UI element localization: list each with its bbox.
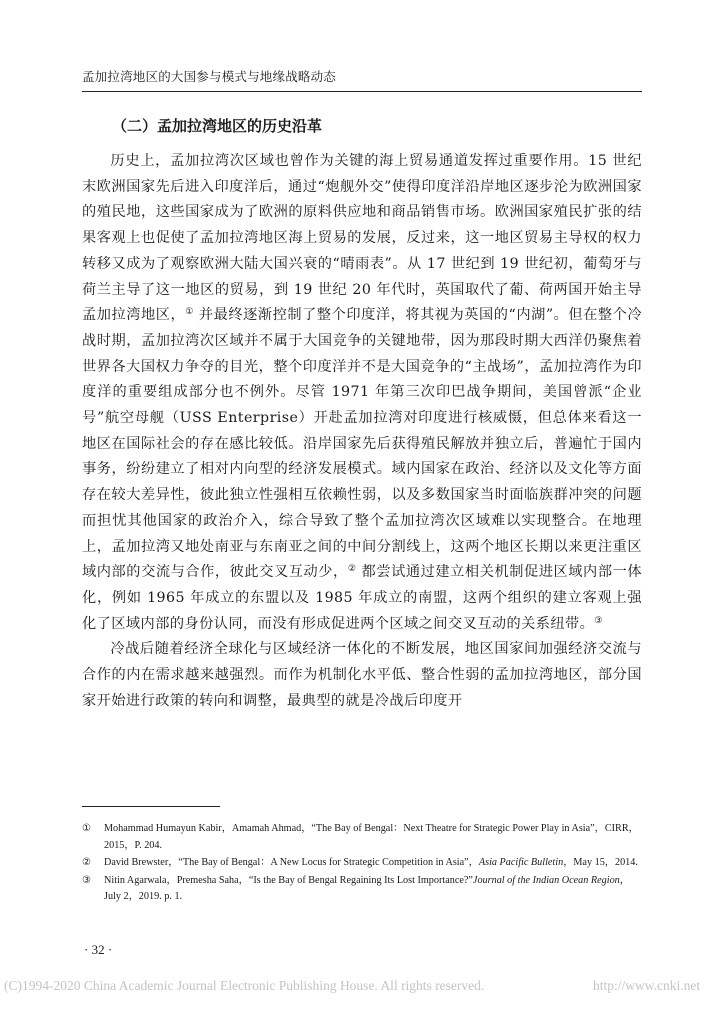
footnote-divider (82, 806, 220, 807)
footnote-text: David Brewster，“The Bay of Bengal：A New Locus for Strategic Competition in Asia”， (104, 857, 479, 868)
footnote-body (104, 855, 642, 872)
footnote-text: Mohammad Humayun Kabir，Amamah Ahmad，“The Bay of Bengal：Next Theatre for Strategic Power Play in Asia”，CIRR，2015，P. 204. (104, 823, 639, 851)
paragraph-text: 并最终逐渐控制了整个印度洋，将其视为英国的“内湖”。但在整个冷战时期，孟加拉湾次区域并不属于大国竞争的关键地带，因为那段时期大西洋仍聚焦着世界各大国权力争夺的目光，整个印度洋并不是大国竞争的“主战场”，孟加拉湾作为印度洋的重要组成部分也不例外。尽管 1971 年第三次印巴战争期间，美国曾派“企业号”航空母舰（USS Enterprise）开赴孟加拉湾对印度进行核威慑，但总体来看这一地区在国际社会的存在感比较低。沿岸国家先后获得殖民解放并独立后，普遍忙于国内事务，纷纷建立了相对内向型的经济发展模式。域内国家在政治、经济以及文化等方面存在较大差异性，彼此独立性强相互依赖性弱，以及多数国家当时面临族群冲突的问题而担忧其他国家的政治介入，综合导致了整个孟加拉湾次区域难以实现整合。在地理上，孟加拉湾又地处南亚与东南亚之间的中间分割线上，这两个地区长期以来更注重区域内部的交流与合作，彼此交叉互动少， (82, 307, 642, 581)
paragraph-text: 都尝试通过建立相关机制促进区域内部一体化，例如 1965 年成立的东盟以及 1985 年成立的南盟，这两个组织的建立客观上强化了区域内部的身份认同，而没有形成促进两个区域之间交叉互动的关系纽带。 (82, 564, 642, 632)
footnotes (82, 821, 642, 907)
footnote (82, 873, 642, 906)
header-divider (82, 91, 642, 92)
section-heading: （二）孟加拉湾地区的历史沿革 (112, 117, 323, 135)
running-header (82, 67, 642, 92)
paragraph-text: 历史上，孟加拉湾次区域也曾作为关键的海上贸易通道发挥过重要作用。15 世纪末欧洲国家先后进入印度洋后，通过“炮舰外交”使得印度洋沿岸地区逐步沦为欧洲国家的殖民地，这些国家成为了欧洲的原料供应地和商品销售市场。欧洲国家殖民扩张的结果客观上也促使了孟加拉湾地区海上贸易的发展，反过来，这一地区贸易主导权的权力转移又成为了观察欧洲大陆大国兴衰的“晴雨表”。从 17 世纪到 19 世纪初，葡萄牙与荷兰主导了这一地区的贸易，到 19 世纪 20 年代时，英国取代了葡、荷两国开始主导孟加拉湾地区， (82, 153, 642, 324)
footnote-ref[interactable]: ① (185, 307, 194, 318)
paragraph (82, 149, 642, 637)
footnote-journal: Asia Pacific Bulletin (478, 857, 564, 868)
watermark-copyright: (C)1994-2020 China Academic Journal Electronic Publishing House. All rights reserved. (4, 978, 485, 993)
footnote-text: Nitin Agarwala，Premesha Saha，“Is the Bay of Bengal Regaining Its Lost Importance?” (104, 874, 473, 886)
footnote-mark: ③ (82, 874, 92, 886)
page-number: · 32 · (84, 942, 113, 957)
footnote-text: ，May 15，2014. (563, 857, 638, 868)
footnote-text: ，July 2，2019. p. 1. (104, 874, 630, 902)
footnote (82, 855, 642, 872)
watermark-url: http://www.cnki.net (593, 978, 701, 993)
footnote-ref[interactable]: ② (347, 564, 357, 575)
paragraph: 冷战后随着经济全球化与区域经济一体化的不断发展，地区国家间加强经济交流与合作的内在需求越来越强烈。而作为机制化水平低、整合性弱的孟加拉湾地区，部分国家开始进行政策的转向和调整，最典型的就是冷战后印度开 (82, 641, 642, 709)
footnote-ref[interactable]: ③ (594, 615, 603, 626)
body-text (82, 149, 642, 714)
footnote-journal: Journal of the Indian Ocean Region (472, 874, 620, 886)
footnote-mark: ② (82, 857, 92, 868)
footnote-body (104, 873, 642, 906)
running-header-title: 孟加拉湾地区的大国参与模式与地缘战略动态 (82, 69, 337, 84)
footnote (82, 821, 642, 854)
footnote-mark: ① (82, 823, 92, 834)
